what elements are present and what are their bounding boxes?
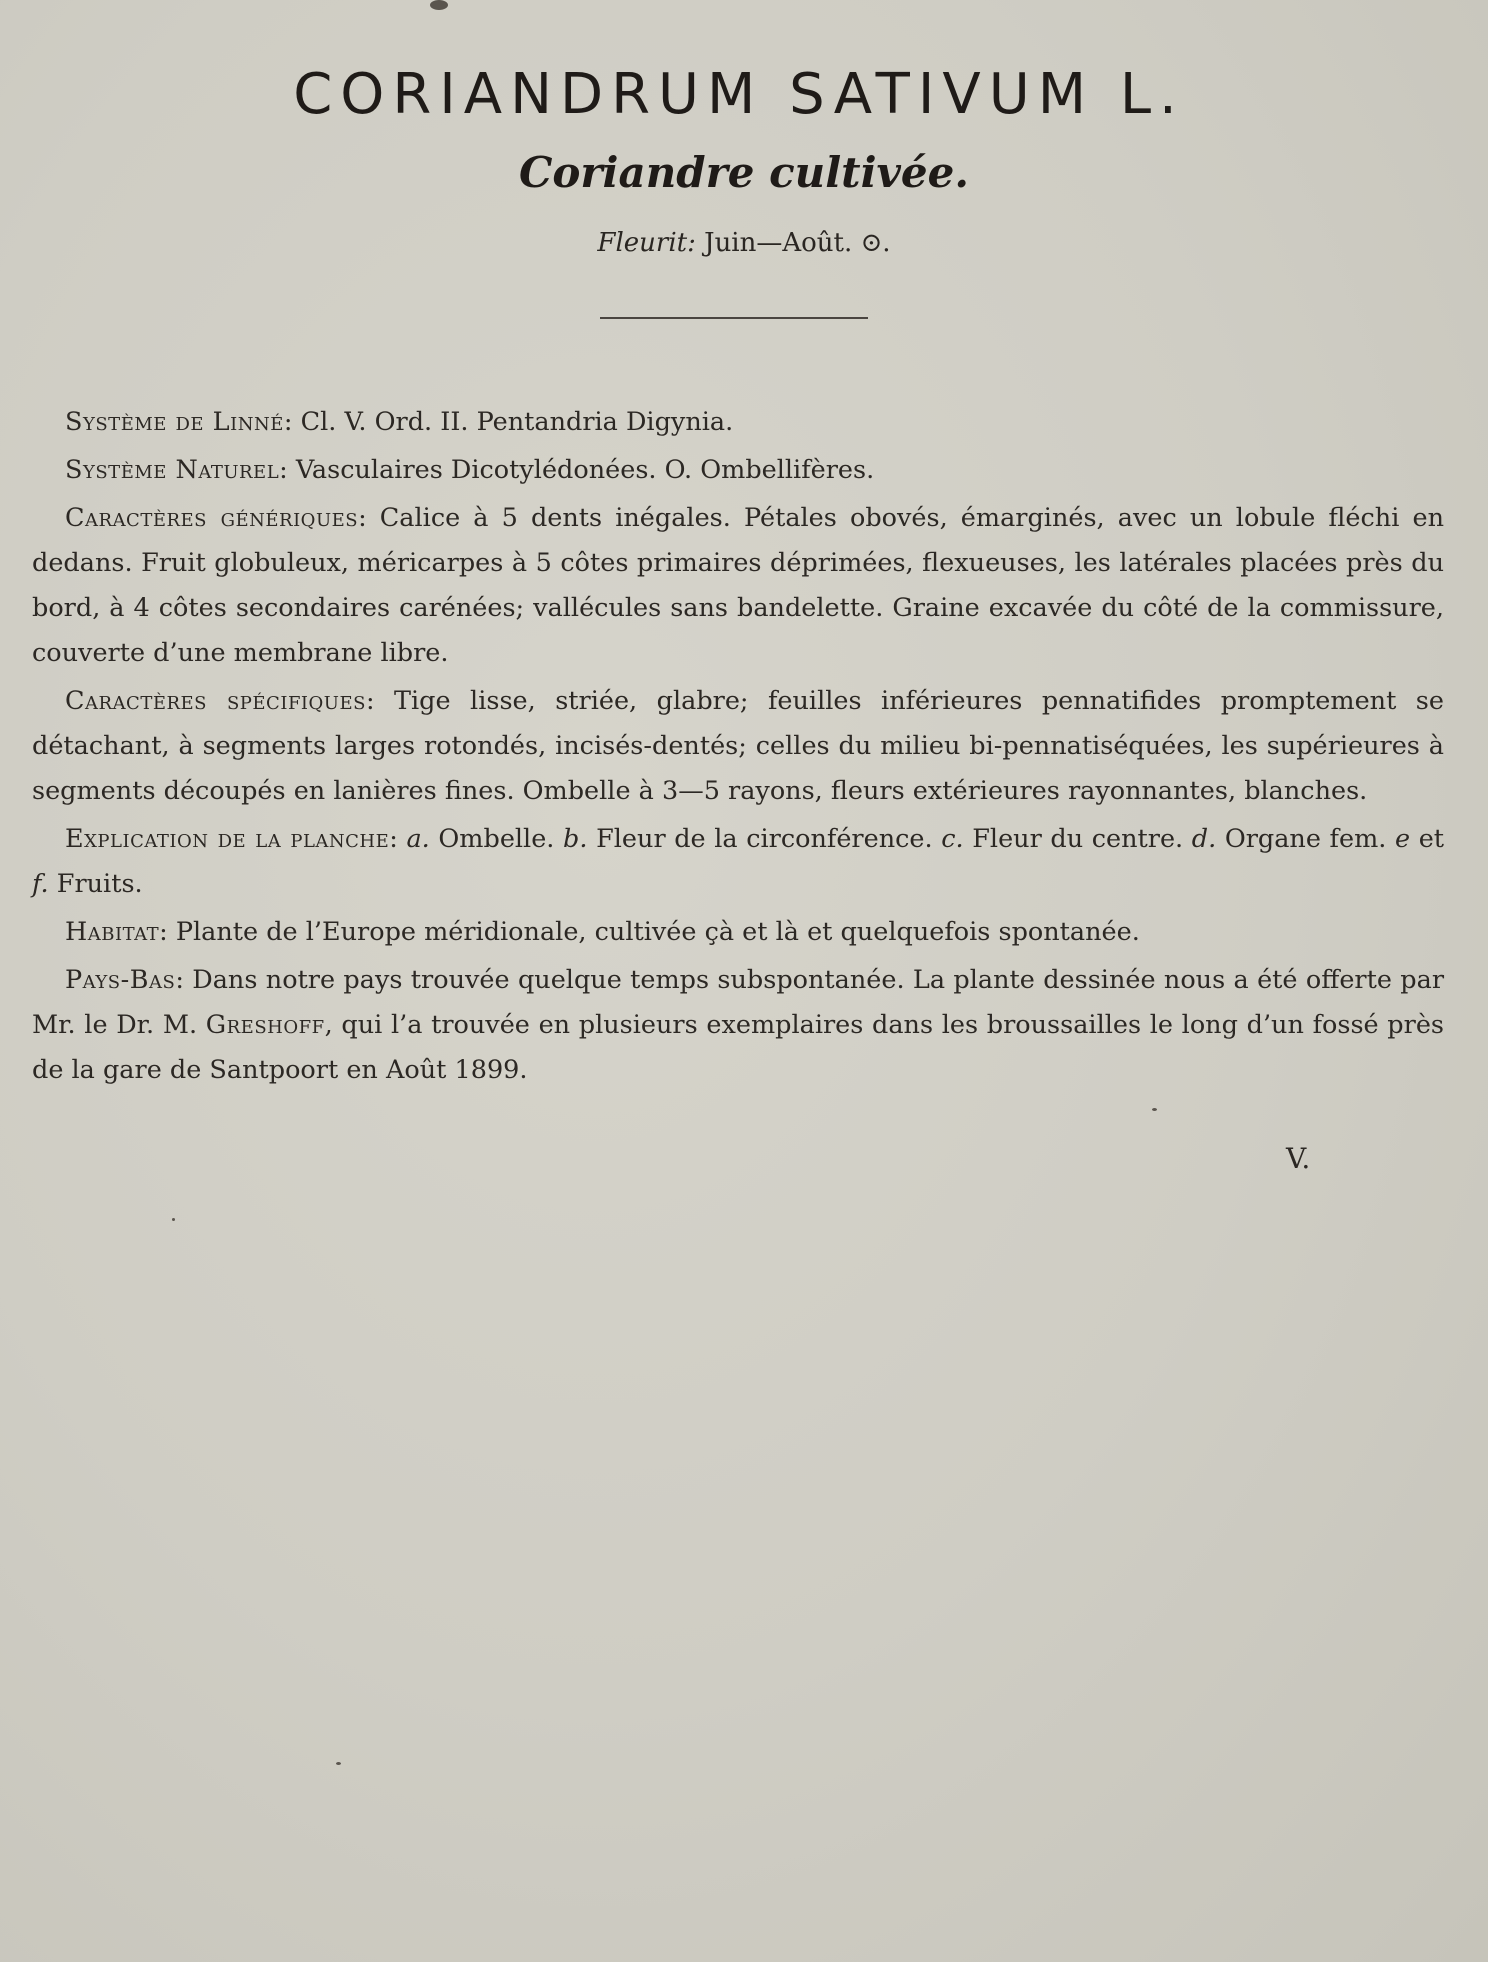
section-label: Habitat [65, 917, 160, 947]
section-text-before: Dans notre pays trouvée quelque temps subspontanée. La plante dessinée nous a été offerte par Mr. le Dr. M. [32, 965, 1445, 1040]
section-text: Cl. V. Ord. II. Pentandria Digynia. [300, 407, 734, 437]
section-specific-characters: Caractères spécifiques: Tige lisse, striée, glabre; feuilles inférieures pennatifides promptement se détachant, à segments larges rotondés, incisés-dentés; celles du milieu bi-pennatiséquées, les supérieures à segments découpés en lanières fines. Ombelle à 3—5 rayons, fleurs extérieures rayonnantes, blanches. [32, 686, 1444, 806]
signature: V. [1286, 1142, 1311, 1175]
section-label: Système de Linné [65, 407, 284, 437]
section-text: Vasculaires Dicotylédonées. O. Ombellifères. [295, 455, 875, 485]
page-subtitle: Coriandre cultivée. [518, 148, 969, 197]
plate-key-b: b. [563, 824, 588, 854]
flowering-value: Juin—Août. ⊙. [704, 228, 891, 258]
section-label: Caractères spécifiques [65, 686, 366, 716]
title-divider [600, 317, 868, 319]
paper-speck [430, 0, 448, 10]
flowering-line [0, 228, 1488, 258]
plate-key-c: c. [941, 824, 964, 854]
section-label: Pays-Bas [65, 965, 176, 995]
plate-text-c: Fleur du centre. [972, 824, 1184, 854]
section-label: Système Naturel [65, 455, 280, 485]
section-naturel: Système Naturel: Vasculaires Dicotylédonées. O. Ombellifères. [65, 455, 875, 485]
plate-text-a: Ombelle. [438, 824, 555, 854]
paper-speck [172, 1218, 175, 1221]
section-habitat: Habitat: Plante de l’Europe méridionale, cultivée çà et là et quelquefois spontanée. [65, 917, 1140, 947]
section-label: Explication de la planche [65, 824, 390, 854]
page-title: CORIANDRUM SATIVUM L. [293, 62, 1185, 127]
paper-speck [336, 1762, 341, 1765]
section-linne: Système de Linné: Cl. V. Ord. II. Pentandria Digynia. [65, 407, 734, 437]
plate-key-f: f. [32, 869, 49, 899]
flowering-label: Fleurit: [597, 228, 696, 258]
plate-text-e: et [1418, 824, 1445, 854]
plate-key-d: d. [1191, 824, 1217, 854]
description-body [32, 400, 1444, 1096]
plate-key-a: a. [406, 824, 430, 854]
section-plate-explanation: Explication de la planche: a. Ombelle. b. Fleur de la circonférence. c. Fleur du centre. d. Organe fem. e et f. Fruits. [32, 824, 1445, 899]
plate-text-d: Organe fem. [1224, 824, 1387, 854]
section-text-after: , qui l’a trouvée en plusieurs exemplaires dans les broussailles le long d’un fossé près de la gare de Santpoort en Août 1899. [32, 1010, 1445, 1085]
section-label: Caractères génériques [65, 503, 359, 533]
paper-speck [1152, 1108, 1157, 1111]
plate-text-b: Fleur de la circonférence. [596, 824, 933, 854]
section-text: Calice à 5 dents inégales. Pétales obovés, émarginés, avec un lobule fléchi en dedans. Fruit globuleux, méricarpes à 5 côtes primaires déprimées, flexueuses, les latérales placées près du bord, à 4 côtes secondaires carénées; vallécules sans bandelette. Graine excavée du côté de la commissure, couverte d’une membrane libre. [32, 503, 1445, 668]
plate-text-f: Fruits. [56, 869, 143, 899]
section-generic-characters: Caractères génériques: Calice à 5 dents inégales. Pétales obovés, émarginés, avec un lobule fléchi en dedans. Fruit globuleux, méricarpes à 5 côtes primaires déprimées, flexueuses, les latérales placées près du bord, à 4 côtes secondaires carénées; vallécules sans bandelette. Graine excavée du côté de la commissure, couverte d’une membrane libre. [32, 503, 1445, 668]
section-text: Plante de l’Europe méridionale, cultivée çà et là et quelquefois spontanée. [175, 917, 1140, 947]
person-name: Greshoff [205, 1010, 325, 1040]
section-text: Tige lisse, striée, glabre; feuilles inférieures pennatifides promptement se détachant, à segments larges rotondés, incisés-dentés; celles du milieu bi-pennatiséquées, les supérieures à segments découpés en lanières fines. Ombelle à 3—5 rayons, fleurs extérieures rayonnantes, blanches. [32, 686, 1444, 806]
section-pays-bas: Pays-Bas: Dans notre pays trouvée quelque temps subspontanée. La plante dessinée nous a été offerte par Mr. le Dr. M. Greshoff, qui l’a trouvée en plusieurs exemplaires dans les broussailles le long d’un fossé près de la gare de Santpoort en Août 1899. [32, 965, 1445, 1085]
plate-key-e: e [1394, 824, 1411, 854]
